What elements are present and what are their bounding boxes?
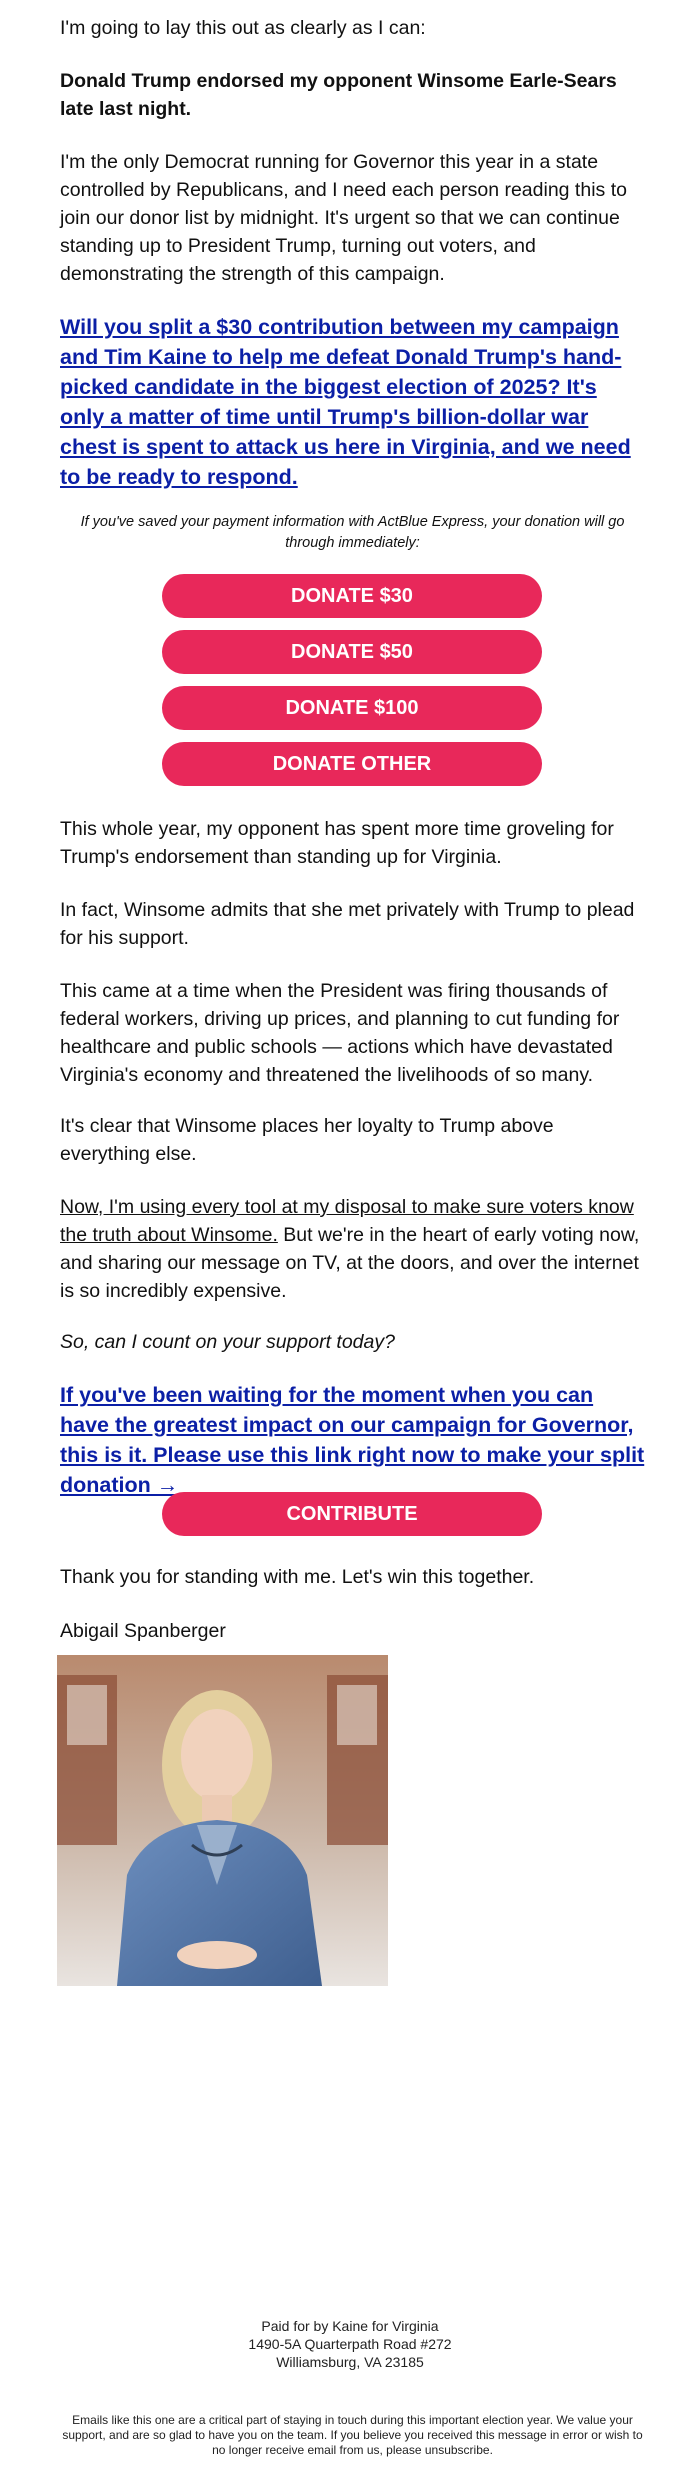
headline-text: Donald Trump endorsed my opponent Winsome Earle-Sears late last night. bbox=[60, 70, 617, 120]
donate-50-button[interactable]: DONATE $50 bbox=[162, 630, 542, 674]
donate-other-button[interactable]: DONATE OTHER bbox=[162, 742, 542, 786]
paragraph-2: This whole year, my opponent has spent more time groveling for Trump's endorsement than standing up for Virginia. bbox=[60, 818, 614, 868]
contribute-button[interactable]: CONTRIBUTE bbox=[162, 1492, 542, 1536]
paragraph-3: In fact, Winsome admits that she met privately with Trump to plead for his support. bbox=[60, 899, 635, 949]
split-donation-link[interactable]: If you've been waiting for the moment when you can have the greatest impact on our campaign for Governor, this is it. Please use this link right now to make your split donation → bbox=[60, 1383, 645, 1497]
paragraph-4: This came at a time when the President was firing thousands of federal workers, driving up prices, and planning to cut funding for healthcare and public schools — actions which have devastated Virginia's economy and threatened the livelihoods of so many. bbox=[60, 980, 620, 1086]
donate-100-button[interactable]: DONATE $100 bbox=[162, 686, 542, 730]
intro-text: I'm going to lay this out as clearly as I can: bbox=[60, 17, 426, 39]
thanks-text: Thank you for standing with me. Let's win this together. bbox=[60, 1566, 535, 1588]
signature-name: Abigail Spanberger bbox=[60, 1620, 226, 1642]
address-line-2: Williamsburg, VA 23185 bbox=[276, 2354, 424, 2370]
legal-text: Emails like this one are a critical part of staying in touch during this important election year. We value your support, and are so glad to have you on the team. If you believe you received this message in error or wish to no longer receive email from us, please unsubscribe. bbox=[62, 2413, 643, 2457]
footer-address bbox=[0, 2317, 700, 2371]
paragraph-5: It's clear that Winsome places her loyalty to Trump above everything else. bbox=[60, 1115, 554, 1165]
question-text: So, can I count on your support today? bbox=[60, 1331, 395, 1353]
paragraph-6 bbox=[60, 1193, 645, 1305]
paragraph-1: I'm the only Democrat running for Governor this year in a state controlled by Republicans, and I need each person reading this to join our donor list by midnight. It's urgent so that we can continue standing up to President Trump, turning out voters, and demonstrating the strength of this campaign. bbox=[60, 151, 627, 285]
express-note: If you've saved your payment information with ActBlue Express, your donation will go through immediately: bbox=[80, 514, 625, 551]
candidate-photo bbox=[57, 1655, 388, 1986]
address-line-1: 1490-5A Quarterpath Road #272 bbox=[248, 2336, 452, 2352]
paid-for-line: Paid for by Kaine for Virginia bbox=[261, 2318, 439, 2334]
paragraph-6-rest: But we're in the heart of early voting now, and sharing our message on TV, at the doors, and over the internet is so incredibly expensive. bbox=[60, 1224, 640, 1302]
donate-30-button[interactable]: DONATE $30 bbox=[162, 574, 542, 618]
candidate-portrait-image bbox=[57, 1655, 388, 1986]
ask-link[interactable]: Will you split a $30 contribution between my campaign and Tim Kaine to help me defeat Donald Trump's hand-picked candidate in the biggest election of 2025? It's only a matter of time until Trump's billion-dollar war chest is spent to attack us here in Virginia, and we need to be ready to respond. bbox=[60, 315, 631, 489]
truth-link[interactable]: Now, I'm using every tool at my disposal to make sure voters know the truth about Winsome. bbox=[60, 1196, 634, 1246]
